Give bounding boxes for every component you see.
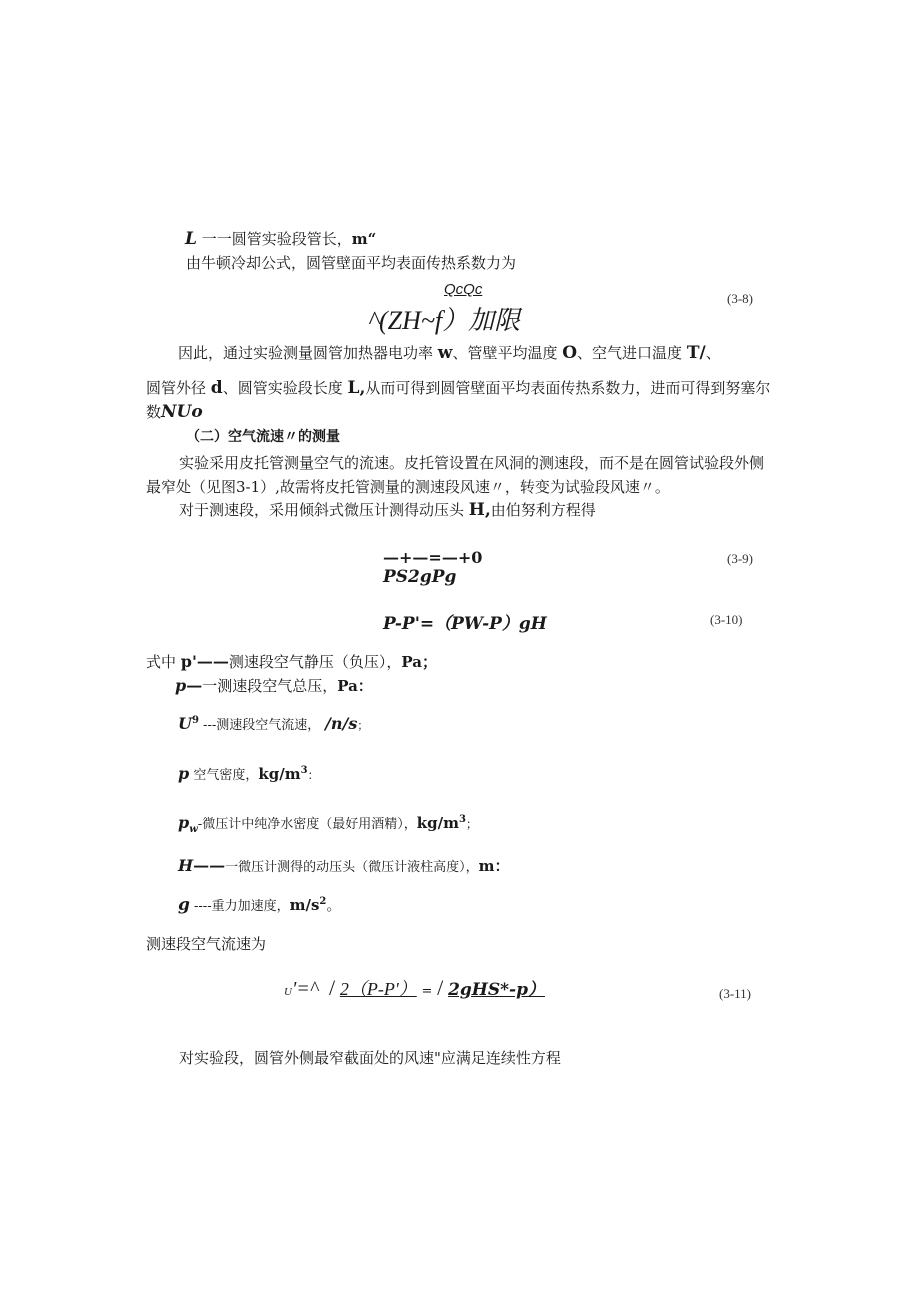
definition-line [178,764,320,783]
text-line [185,228,376,249]
eq-part: '=^ [291,978,319,1000]
text-line [146,401,203,422]
text: 、管壁平均温度 [452,344,558,362]
unit: /n/s [325,714,358,733]
symbol: H, [468,500,491,520]
text: 数 [146,403,162,421]
unit: kg/m [416,814,459,832]
symbol: U [284,986,292,998]
text: 式中 [146,653,177,671]
text: 由伯努利方程得 [490,501,596,519]
text: 测速段空气静压（负压）， [228,653,402,671]
equation-numerator: QcQc [444,281,483,298]
text: 对于测速段，采用倾斜式微压计测得动压头 [179,501,465,519]
definition-line [178,714,368,733]
text: 空气密度， [189,768,259,783]
symbol: w [437,343,453,363]
text: 、 [705,344,721,362]
text-line [146,377,770,398]
symbol: p'—— [180,652,229,671]
symbol: H—— [178,856,226,875]
unit: m： [478,857,510,875]
superscript: 3 [458,814,466,825]
text-line: 测速段空气流速为 [146,935,267,953]
definition-line [178,894,341,915]
definition-line [146,651,437,672]
section-heading: （二）空气流速〃的测量 [186,428,340,444]
symbol: g [178,895,190,915]
punct: ： [307,768,320,782]
symbol: U [178,714,192,733]
equation-number: (3-11) [719,986,752,1001]
text: 、空气进口温度 [577,344,683,362]
symbol: p [178,764,190,783]
text: 、圆管实验段长度 [222,379,343,397]
text: -微压计中纯净水密度（最好用酒精）， [197,817,417,832]
text: 圆管外径 [146,379,207,397]
unit: kg/m [258,765,301,783]
eq-part: = [421,984,433,999]
text-line: 实验采用皮托管测量空气的流速。皮托管设置在风洞的测速段，而不是在圆管试验段外侧 [179,454,765,472]
equation-3-11 [284,975,545,1001]
symbol: O [562,343,578,363]
text: 一一圆管实验段管长， [201,230,352,248]
radical: / [328,975,336,1000]
text: ----重力加速度， [189,899,290,914]
text-line [178,342,721,363]
text-line: 最窄处（见图3-1）,故需将皮托管测量的测速段风速〃，转变为试验段风速〃。 [146,478,670,496]
punct: ； [465,817,478,831]
equation-3-9-bottom: PS2gPg [383,567,457,587]
superscript: 2 [319,896,327,907]
equation-3-10: P-P'=（PW-P）gH [383,614,547,634]
symbol: p [178,813,190,832]
unit: Pa； [401,653,438,671]
eq-part: 2gHS*-p） [448,980,545,1000]
text: 一微压计测得的动压头（微压计液柱高度）， [225,860,479,875]
unit: Pa： [337,677,373,695]
text-line: 由牛顿冷却公式，圆管壁面平均表面传热系数力为 [186,254,517,272]
unit: m“ [351,230,377,248]
subscript: w [189,824,198,835]
punct: ； [357,719,369,732]
text: 一测速段空气总压， [202,677,338,695]
unit: m/s [289,896,320,914]
superscript: 3 [300,765,308,776]
definition-line [175,675,373,696]
eq-part: 2（P-P'） [339,979,417,999]
text: 因此，通过实验测量圆管加热器电功率 [178,344,434,362]
definition-line [178,813,478,835]
punct: 。 [326,896,342,914]
equation-3-9-top: —+—=—+0 [383,548,483,567]
equation-number: (3-10) [710,612,743,627]
equation-number: (3-9) [727,551,753,566]
symbol: T/ [686,343,706,363]
definition-line [178,855,510,876]
equation-3-8: ^(ZH~f）加限 [368,306,521,335]
text-line [179,499,596,520]
radical: / [437,975,444,1000]
symbol: NUo [161,402,203,422]
symbol: d [210,378,223,398]
equation-number: (3-8) [727,291,753,306]
symbol: p— [175,676,203,695]
symbol: L [185,229,197,249]
text-line: 对实验段，圆管外侧最窄截面处的风速"应满足连续性方程 [179,1049,561,1067]
symbol: L, [347,378,366,398]
superscript: 9 [191,715,199,726]
text: 从而可得到圆管壁面平均表面传热系数力，进而可得到努塞尔 [365,379,771,397]
text: ---测速段空气流速， [198,718,321,733]
